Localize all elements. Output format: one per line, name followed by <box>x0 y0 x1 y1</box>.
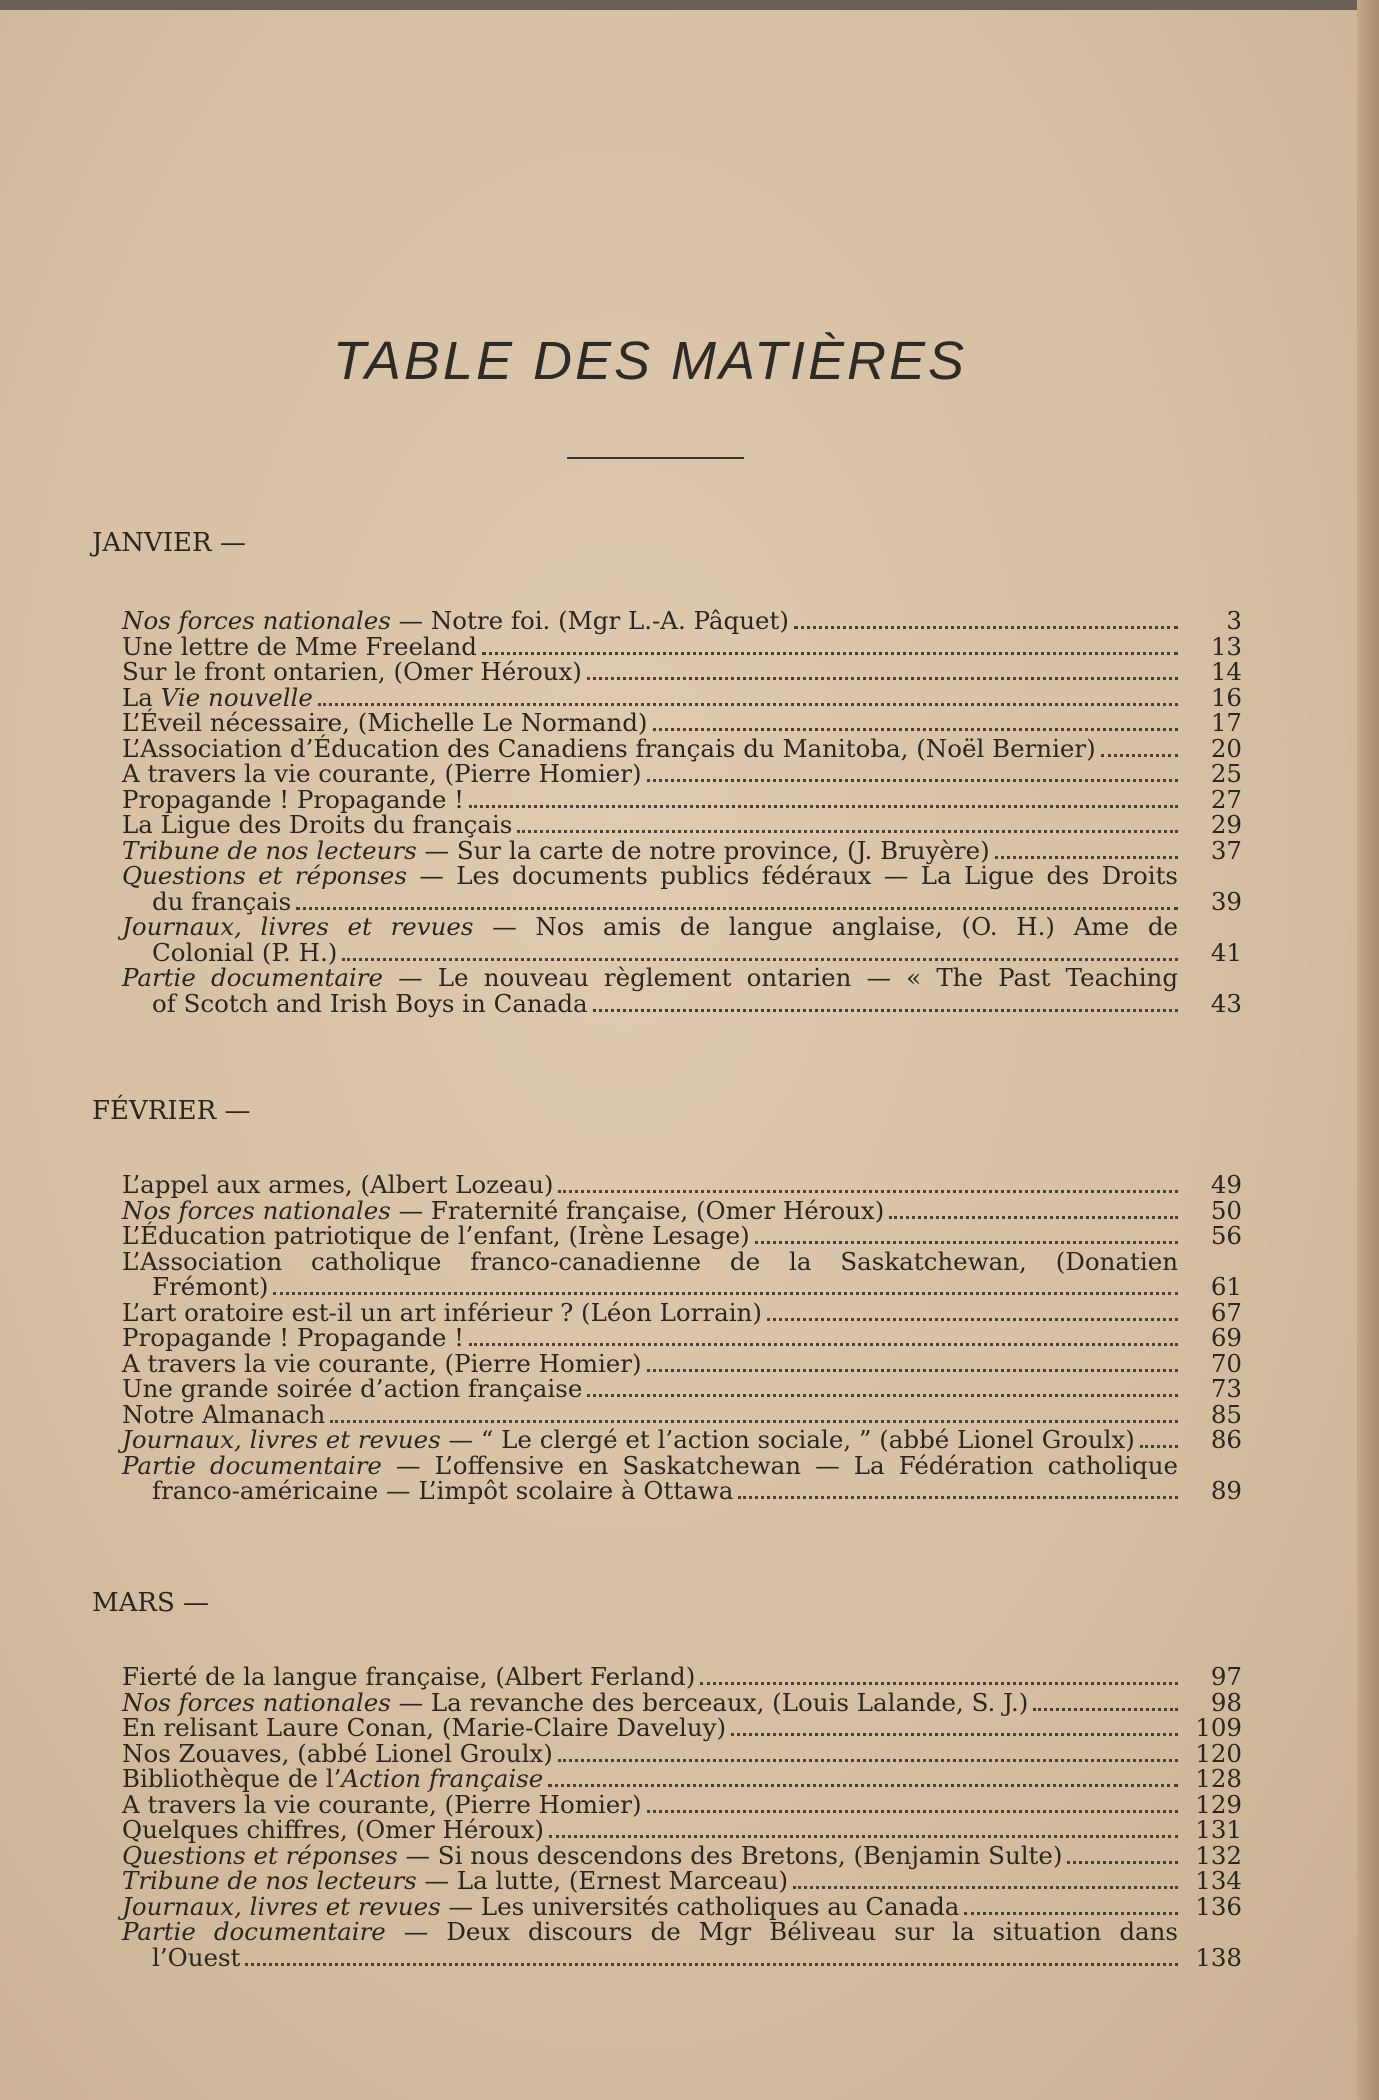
entry-line <box>122 733 1242 763</box>
entry-title: — La lutte, (Ernest Marceau) <box>416 1866 789 1895</box>
entry-continuation: of Scotch and Irish Boys in Canada <box>152 988 588 1018</box>
dot-leader <box>549 1835 1178 1838</box>
entry-rubric: Nos forces nationales <box>122 1687 391 1717</box>
toc-entry <box>122 1246 1242 1301</box>
entry-rubric: Partie documentaire <box>122 1450 382 1480</box>
page-number: 29 <box>1210 810 1242 839</box>
entry-text <box>122 1399 326 1429</box>
entry-title: — Deux discours de Mgr Béliveau sur la situation dans <box>385 1917 1178 1946</box>
entry-line <box>122 784 1242 814</box>
page-number: 128 <box>1195 1764 1242 1793</box>
toc-entry <box>122 682 1242 712</box>
entry-title: L’Éducation patriotique de l’enfant, (Irène Lesage) <box>122 1221 750 1250</box>
dot-leader <box>342 958 1178 961</box>
entry-title: A travers la vie courante, (Pierre Homier) <box>122 1789 642 1819</box>
entry-line <box>122 1891 1242 1921</box>
toc-entry <box>122 1687 1242 1717</box>
entry-title: Quelques chiffres, (Omer Héroux) <box>122 1815 544 1844</box>
page-number: 138 <box>1195 1942 1242 1972</box>
toc-entry <box>122 1789 1242 1819</box>
entry-rubric: Journaux, livres et revues <box>122 1425 441 1454</box>
page-number: 70 <box>1210 1348 1242 1378</box>
entry-title: — Sur la carte de notre province, (J. Bruyère) <box>416 835 990 865</box>
dot-leader <box>558 1759 1178 1762</box>
entry-text <box>122 1664 695 1690</box>
dot-leader <box>482 652 1178 655</box>
dot-leader <box>593 1009 1178 1012</box>
entry-text <box>122 761 642 787</box>
entry-prefix: La <box>122 682 161 712</box>
entry-rubric: Action française <box>341 1764 544 1793</box>
dot-leader <box>653 728 1179 731</box>
entry-text <box>122 1766 543 1792</box>
toc-entry <box>122 1817 1242 1843</box>
entry-title: La Ligue des Droits du français <box>122 810 513 839</box>
dot-leader <box>889 1216 1178 1219</box>
entry-text <box>122 608 789 634</box>
entry-continuation-line <box>122 1478 1242 1504</box>
entry-text <box>122 812 512 838</box>
toc-entry <box>122 1297 1242 1327</box>
page-number: 13 <box>1210 631 1242 661</box>
entry-continuation-line <box>122 886 1242 916</box>
toc-entry <box>122 1715 1242 1741</box>
page-number: 67 <box>1210 1297 1242 1327</box>
entry-title: L’Association catholique franco-canadienne de la Saskatchewan, (Donatien <box>122 1246 1178 1276</box>
page-number: 3 <box>1226 606 1242 635</box>
entry-title: — Si nous descendons des Bretons, (Benjamin Sulte) <box>397 1840 1063 1870</box>
entry-text <box>122 1172 553 1198</box>
dot-leader <box>273 1292 1178 1295</box>
page-number: 27 <box>1210 784 1242 814</box>
dot-leader <box>767 1318 1178 1321</box>
dot-leader <box>587 1394 1178 1397</box>
entry-text <box>122 659 582 685</box>
dot-leader <box>1033 1708 1178 1711</box>
section-title: MARS — <box>92 1588 210 1618</box>
entry-text <box>122 914 1242 940</box>
entry-text <box>122 1840 1063 1870</box>
entry-text <box>122 710 648 736</box>
entry-line <box>122 1348 1242 1378</box>
entry-text <box>122 1450 1242 1480</box>
entry-text <box>122 784 465 814</box>
entry-prefix: Bibliothèque de l’ <box>122 1764 342 1793</box>
entry-text <box>122 733 1096 763</box>
entry-line <box>122 1789 1242 1819</box>
entry-text <box>122 965 1242 991</box>
entry-rubric: Questions et réponses <box>122 1840 398 1870</box>
entry-line <box>122 835 1242 865</box>
entry-text <box>122 1376 582 1402</box>
entry-title: — Nos amis de langue anglaise, (O. H.) Ame de <box>473 912 1178 941</box>
page-number: 85 <box>1210 1399 1242 1429</box>
entry-text <box>122 1246 1242 1276</box>
toc-entry <box>122 710 1242 736</box>
entry-text <box>122 1868 788 1894</box>
entry-title: — La revanche des berceaux, (Louis Lalande, S. J.) <box>390 1687 1029 1717</box>
page-top-edge <box>0 0 1379 10</box>
toc-entry <box>122 1427 1242 1453</box>
entry-line <box>122 914 1242 940</box>
toc-entry <box>122 1664 1242 1690</box>
toc-entry <box>122 1223 1242 1249</box>
entry-title: — Notre foi. (Mgr L.-A. Pâquet) <box>390 606 789 635</box>
toc-entry <box>122 965 1242 1016</box>
dot-leader <box>1067 1861 1178 1864</box>
entry-title: — Les universités catholiques au Canada <box>440 1891 960 1921</box>
toc-entry <box>122 835 1242 865</box>
entries-list <box>122 1172 1242 1504</box>
entry-title: — “ Le clergé et l’action sociale, ” (abbé Lionel Groulx) <box>440 1425 1135 1454</box>
entry-text <box>122 1919 1242 1945</box>
dot-leader <box>647 1369 1178 1372</box>
entry-line <box>122 1195 1242 1225</box>
entry-title: Une grande soirée d’action française <box>122 1374 583 1403</box>
entry-text <box>122 1297 762 1327</box>
page-number: 131 <box>1195 1815 1242 1844</box>
entry-title: Notre Almanach <box>122 1399 326 1429</box>
toc-entry <box>122 784 1242 814</box>
page-number: 20 <box>1210 733 1242 763</box>
toc-entry <box>122 812 1242 838</box>
page-number: 98 <box>1210 1687 1242 1717</box>
entry-title: A travers la vie courante, (Pierre Homier) <box>122 759 642 788</box>
entry-text <box>122 1789 642 1819</box>
toc-entry <box>122 1348 1242 1378</box>
entry-text <box>122 835 990 865</box>
dot-leader <box>738 1496 1178 1499</box>
entry-line <box>122 1840 1242 1870</box>
dot-leader <box>700 1682 1178 1685</box>
title-rule <box>567 457 744 459</box>
dot-leader <box>469 805 1178 808</box>
entry-continuation-line <box>122 988 1242 1018</box>
entry-line <box>122 812 1242 838</box>
entry-rubric: Journaux, livres et revues <box>122 912 474 941</box>
dot-leader <box>793 1886 1178 1889</box>
entry-line <box>122 1246 1242 1276</box>
toc-entry <box>122 1891 1242 1921</box>
page-number: 120 <box>1195 1738 1242 1768</box>
toc-entry <box>122 659 1242 685</box>
entry-line <box>122 1325 1242 1351</box>
entry-title: Sur le front ontarien, (Omer Héroux) <box>122 657 582 686</box>
entry-continuation: du français <box>152 886 292 916</box>
toc-entry <box>122 1738 1242 1768</box>
entry-line <box>122 965 1242 991</box>
entry-title: Une lettre de Mme Freeland <box>122 631 477 661</box>
entry-line <box>122 1427 1242 1453</box>
dot-leader <box>647 779 1178 782</box>
page-number: 89 <box>1210 1476 1242 1505</box>
dot-leader <box>245 1963 1178 1966</box>
entry-line <box>122 1817 1242 1843</box>
dot-leader <box>548 1784 1178 1787</box>
entry-text <box>122 1715 726 1741</box>
entry-text <box>122 1738 553 1768</box>
dot-leader <box>330 1420 1178 1423</box>
toc-entry <box>122 1766 1242 1792</box>
toc-entry <box>122 608 1242 634</box>
entry-text <box>122 1348 642 1378</box>
entry-rubric: Nos forces nationales <box>122 1195 391 1225</box>
entry-title: Propagande ! Propagande ! <box>122 784 465 814</box>
page-number: 97 <box>1210 1662 1242 1691</box>
entry-text <box>122 1687 1029 1717</box>
dot-leader <box>755 1241 1178 1244</box>
entry-line <box>122 710 1242 736</box>
entry-line <box>122 1687 1242 1717</box>
entry-text <box>122 863 1242 889</box>
entry-line <box>122 1664 1242 1690</box>
entry-line <box>122 1766 1242 1792</box>
entry-title: — Fraternité française, (Omer Héroux) <box>390 1195 885 1225</box>
entry-line <box>122 682 1242 712</box>
entry-text <box>122 1817 544 1843</box>
dot-leader <box>469 1343 1178 1346</box>
entry-line <box>122 1172 1242 1198</box>
toc-entry <box>122 1376 1242 1402</box>
entry-line <box>122 1738 1242 1768</box>
entry-title: — Les documents publics fédéraux — La Ligue des Droits <box>406 861 1178 890</box>
page-number: 16 <box>1210 682 1242 712</box>
entry-continuation: franco-américaine — L’impôt scolaire à Ottawa <box>152 1476 734 1505</box>
entry-text <box>122 631 477 661</box>
entry-line <box>122 631 1242 661</box>
entry-title: L’Éveil nécessaire, (Michelle Le Normand) <box>122 708 648 737</box>
page-number: 17 <box>1210 708 1242 737</box>
entry-title: Nos Zouaves, (abbé Lionel Groulx) <box>122 1738 553 1768</box>
page-number: 136 <box>1195 1891 1242 1921</box>
dot-leader <box>731 1733 1178 1736</box>
entry-line <box>122 608 1242 634</box>
dot-leader <box>964 1912 1178 1915</box>
toc-entry <box>122 631 1242 661</box>
toc-entry <box>122 1325 1242 1351</box>
entry-line <box>122 1715 1242 1741</box>
dot-leader <box>1140 1445 1178 1448</box>
entry-rubric: Tribune de nos lecteurs <box>122 835 417 865</box>
entry-title: L’art oratoire est-il un art inférieur ? (Léon Lorrain) <box>122 1297 762 1327</box>
page-number: 43 <box>1210 988 1242 1018</box>
page-number: 37 <box>1210 835 1242 865</box>
entry-rubric: Nos forces nationales <box>122 606 391 635</box>
toc-entry <box>122 733 1242 763</box>
entry-text <box>122 682 313 712</box>
entry-continuation-line <box>122 937 1242 967</box>
dot-leader <box>587 677 1178 680</box>
entry-title: Fierté de la langue française, (Albert Ferland) <box>122 1662 696 1691</box>
dot-leader <box>995 856 1178 859</box>
toc-entry <box>122 1919 1242 1970</box>
entry-title: En relisant Laure Conan, (Marie-Claire Daveluy) <box>122 1713 727 1742</box>
entries-list <box>122 1664 1242 1970</box>
entry-text <box>122 1891 960 1921</box>
entry-title: — L’offensive en Saskatchewan — La Fédération catholique <box>381 1450 1178 1480</box>
entry-line <box>122 659 1242 685</box>
entry-title: L’Association d’Éducation des Canadiens français du Manitoba, (Noël Bernier) <box>122 733 1096 763</box>
entry-line <box>122 1297 1242 1327</box>
entry-rubric: Journaux, livres et revues <box>122 1891 441 1921</box>
page-number: 109 <box>1195 1713 1242 1742</box>
entry-title: L’appel aux armes, (Albert Lozeau) <box>122 1170 554 1199</box>
toc-entry <box>122 1195 1242 1225</box>
page-number: 69 <box>1210 1323 1242 1352</box>
page-number: 49 <box>1210 1170 1242 1199</box>
page-number: 73 <box>1210 1374 1242 1403</box>
page-number: 14 <box>1210 657 1242 686</box>
entry-title: Propagande ! Propagande ! <box>122 1323 465 1352</box>
dot-leader <box>647 1810 1178 1813</box>
section-title: FÉVRIER — <box>92 1096 251 1126</box>
entry-line <box>122 1919 1242 1945</box>
page-number: 129 <box>1195 1789 1242 1819</box>
page-right-edge <box>1357 0 1379 2100</box>
entry-text <box>122 1427 1135 1453</box>
toc-entry <box>122 914 1242 965</box>
entry-continuation: l’Ouest <box>152 1942 241 1972</box>
entry-text <box>122 1325 464 1351</box>
toc-entry <box>122 1868 1242 1894</box>
toc-entry <box>122 1450 1242 1505</box>
entry-rubric: Partie documentaire <box>122 1917 386 1946</box>
toc-entry <box>122 1840 1242 1870</box>
entry-line <box>122 761 1242 787</box>
entry-rubric: Questions et réponses <box>122 861 407 890</box>
page-number: 86 <box>1210 1425 1242 1454</box>
entry-continuation: Frémont) <box>152 1272 269 1301</box>
page-number: 132 <box>1195 1840 1242 1870</box>
entry-rubric: Partie documentaire <box>122 963 383 992</box>
entry-continuation-line <box>122 1274 1242 1300</box>
entry-text <box>122 1195 885 1225</box>
entry-text <box>122 1223 750 1249</box>
dot-leader <box>558 1190 1178 1193</box>
entry-line <box>122 863 1242 889</box>
entries-list <box>122 608 1242 1016</box>
dot-leader <box>296 907 1178 910</box>
entry-rubric: Vie nouvelle <box>160 682 313 712</box>
page-number: 39 <box>1210 886 1242 916</box>
page-number: 50 <box>1210 1195 1242 1225</box>
entry-title: A travers la vie courante, (Pierre Homier) <box>122 1348 642 1378</box>
toc-entry <box>122 1399 1242 1429</box>
entry-line <box>122 1223 1242 1249</box>
page-title: TABLE DES MATIÈRES <box>332 331 968 391</box>
page-number: 25 <box>1210 759 1242 788</box>
section-title: JANVIER — <box>92 528 246 558</box>
dot-leader <box>318 703 1178 706</box>
page-number: 56 <box>1210 1221 1242 1250</box>
toc-entry <box>122 1172 1242 1198</box>
entry-line <box>122 1450 1242 1480</box>
entry-line <box>122 1376 1242 1402</box>
page-number: 61 <box>1210 1272 1242 1301</box>
entry-continuation-line <box>122 1942 1242 1972</box>
page-number: 134 <box>1195 1866 1242 1895</box>
dot-leader <box>1101 754 1178 757</box>
toc-entry <box>122 761 1242 787</box>
dot-leader <box>794 626 1178 629</box>
entry-rubric: Tribune de nos lecteurs <box>122 1866 417 1895</box>
page-number: 41 <box>1210 937 1242 967</box>
entry-line <box>122 1868 1242 1894</box>
toc-entry <box>122 863 1242 914</box>
entry-title: — Le nouveau règlement ontarien — « The Past Teaching <box>382 963 1178 992</box>
entry-line <box>122 1399 1242 1429</box>
dot-leader <box>517 830 1178 833</box>
entry-continuation: Colonial (P. H.) <box>152 937 338 967</box>
